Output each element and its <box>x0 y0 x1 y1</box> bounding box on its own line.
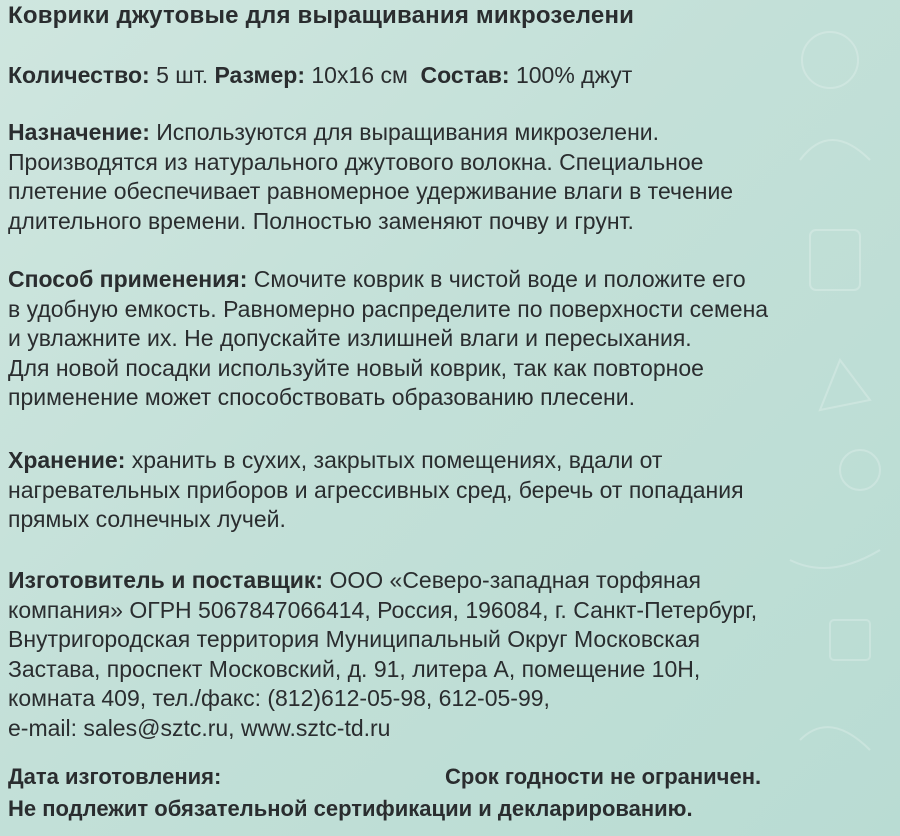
shelf-life: Срок годности не ограничен. <box>445 764 762 789</box>
size-label: Размер: <box>214 62 305 88</box>
composition-label: Состав: <box>420 62 510 88</box>
purpose-line: Используются для выращивания микрозелени. <box>156 119 660 145</box>
composition-value: 100% джут <box>515 62 633 88</box>
manufacturer-line: ООО «Северо-западная торфяная <box>329 567 701 593</box>
storage-label: Хранение: <box>8 447 126 473</box>
usage-label: Способ применения: <box>8 266 248 292</box>
storage-section <box>8 446 744 535</box>
purpose-line: плетение обеспечивает равномерное удерживание влаги в течение <box>8 178 734 204</box>
usage-line: применение может способствовать образованию плесени. <box>8 384 635 410</box>
purpose-line: Производятся из натурального джутового волокна. Специальное <box>8 148 704 175</box>
usage-line: в удобную емкость. Равномерно распределите по поверхности семена <box>8 295 769 322</box>
manufacturer-section <box>8 566 757 743</box>
product-title: Коврики джутовые для выращивания микрозелени <box>8 2 635 29</box>
manufacturer-line: e-mail: sales@sztc.ru, www.sztc-td.ru <box>8 714 391 741</box>
usage-line: и увлажните их. Не допускайте излишней влаги и пересыхания. <box>8 325 692 351</box>
usage-section <box>8 265 768 413</box>
certification-note: Не подлежит обязательной сертификации и декларированию. <box>8 796 693 821</box>
size-value: 10х16 см <box>311 62 408 88</box>
usage-line: Для новой посадки используйте новый коврик, так как повторное <box>8 354 704 381</box>
product-specs <box>8 62 632 89</box>
manufacturer-line: комната 409, тел./факс: (812)612-05-98, 612-05-99, <box>8 685 550 711</box>
storage-line: прямых солнечных лучей. <box>8 506 286 532</box>
storage-line: нагревательных приборов и агрессивных сред, беречь от попадания <box>8 476 744 503</box>
purpose-label: Назначение: <box>8 119 150 145</box>
manufacturer-line: компания» ОГРН 5067847066414, Россия, 196084, г. Санкт-Петербург, <box>8 596 758 623</box>
usage-line: Смочите коврик в чистой воде и положите его <box>253 266 746 292</box>
quantity-label: Количество: <box>8 62 150 88</box>
manufacturer-label: Изготовитель и поставщик: <box>8 567 324 593</box>
manufacturer-line: Застава, проспект Московский, д. 91, литера А, помещение 10Н, <box>8 655 701 682</box>
storage-line: хранить в сухих, закрытых помещениях, вдали от <box>131 447 663 473</box>
purpose-section <box>8 118 733 236</box>
manufacture-date-label: Дата изготовления: <box>8 764 222 789</box>
quantity-value: 5 шт. <box>156 62 209 88</box>
manufacturer-line: Внутригородская территория Муниципальный Округ Московская <box>8 626 701 652</box>
purpose-line: длительного времени. Полностью заменяют почву и грунт. <box>8 207 634 234</box>
